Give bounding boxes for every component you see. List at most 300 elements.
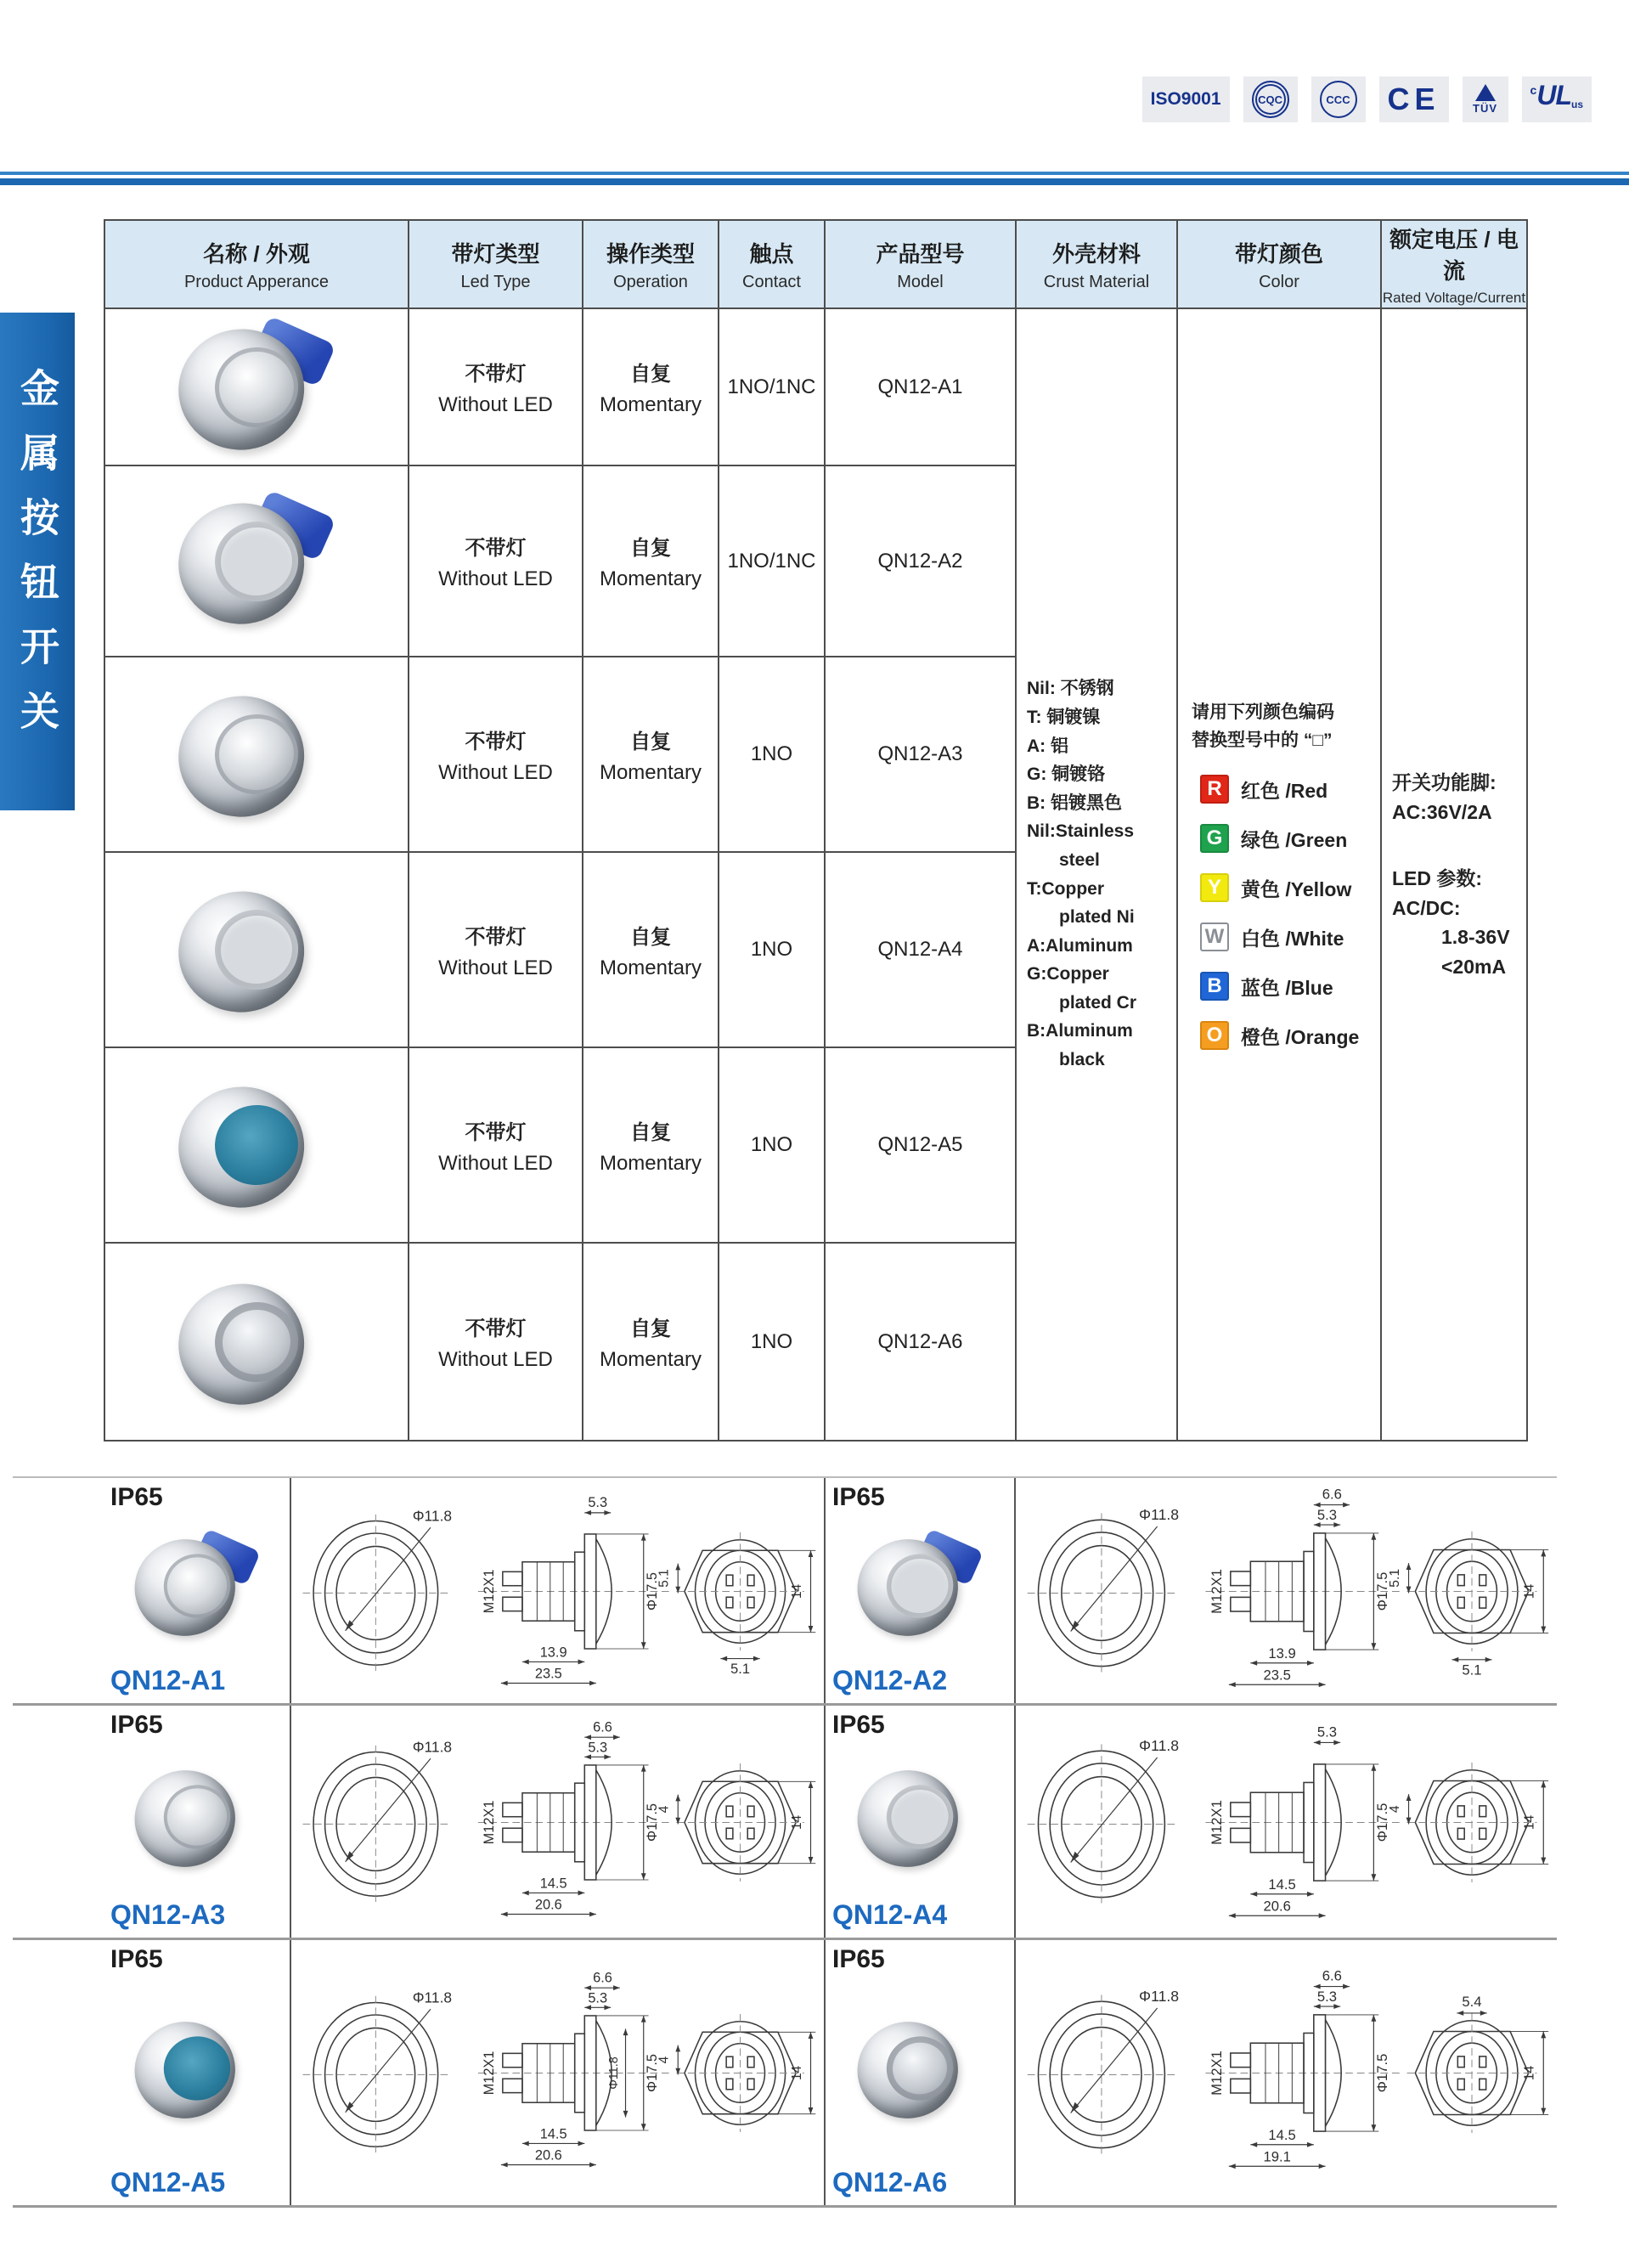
dimension-arrow: [1343, 1502, 1350, 1507]
dimension-label: M12X1: [482, 1569, 498, 1613]
dimension-arrow: [675, 2045, 680, 2052]
panel-drawing-cell: [1016, 1478, 1557, 1703]
cert-label: c: [1530, 83, 1537, 97]
drawing-shape: [747, 1828, 754, 1839]
dimension-label: Φ11.8: [1139, 1736, 1180, 1754]
drawing-shape: [726, 2079, 733, 2090]
color-option-label: 绿色 /Green: [1241, 828, 1348, 851]
column-header-cn: 产品型号: [876, 240, 965, 267]
led-type-en: Without LED: [438, 393, 553, 416]
dimension-label: Φ11.8: [606, 2056, 621, 2090]
dimension-arrow: [1406, 1586, 1412, 1593]
dimension-label: 6.6: [593, 1718, 612, 1735]
color-option-label: 黄色 /Yellow: [1241, 877, 1352, 900]
dimension-label: 5.1: [1462, 1661, 1482, 1678]
drawing-shape: [726, 1597, 733, 1608]
panel-drawing-cell: [291, 1706, 824, 1938]
drawing-shape: [1457, 2079, 1464, 2090]
operation-en: Momentary: [599, 760, 702, 784]
cqc-logo-icon: CQC: [1252, 81, 1289, 118]
led-type-cell: [409, 465, 583, 657]
drawing-panel: [13, 1940, 824, 2205]
column-header-en: Contact: [742, 272, 801, 291]
ip-rating-label: IP65: [832, 1711, 885, 1739]
dimension-label: Φ11.8: [1139, 1988, 1180, 2006]
product-photo-cell: [104, 852, 409, 1047]
drawing-shape: [726, 2056, 733, 2068]
dimension-arrow: [809, 2032, 814, 2039]
color-option-label: 蓝色 /Blue: [1241, 976, 1333, 999]
led-type-cn: 不带灯: [465, 1120, 527, 1144]
dimension-arrow: [1541, 1857, 1546, 1864]
drawings-row: [13, 1706, 1557, 1940]
drawing-shape: [1457, 1574, 1464, 1585]
color-option: [1200, 873, 1380, 902]
operation-en: Momentary: [599, 956, 702, 979]
panel-drawing-cell: [1016, 1940, 1557, 2205]
cert-label: ISO9001: [1150, 89, 1221, 109]
dimension-arrow: [1480, 2011, 1487, 2016]
drawing-panel: [13, 1706, 824, 1938]
column-header-en: Crust Material: [1043, 272, 1150, 291]
column-header: [1016, 220, 1177, 308]
panel-photo-cell: [104, 1478, 291, 1703]
dimension-arrow: [1371, 2015, 1376, 2022]
dimension-label: 14.5: [1268, 2126, 1296, 2143]
spec-table: [104, 219, 1528, 1441]
dimension-arrow: [1319, 1913, 1326, 1918]
technical-drawing-group: [1028, 1724, 1548, 1918]
led-type-en: Without LED: [438, 956, 553, 979]
rated-voltage-line: <20mA: [1441, 955, 1507, 978]
led-type-en: Without LED: [438, 567, 553, 590]
column-header-cn: 触点: [749, 240, 794, 267]
dimension-label: M12X1: [482, 1800, 498, 1844]
column-header-cn: 带灯类型: [451, 240, 540, 267]
crust-material-line: Nil:Stainless: [1027, 821, 1135, 842]
model-cell: QN12-A6: [825, 1243, 1016, 1441]
ip-rating-label: IP65: [110, 1945, 163, 1973]
dimension-label: Φ17.5: [645, 2054, 661, 2092]
dimension-label: Φ11.8: [1139, 1505, 1180, 1523]
color-chip: W: [1200, 922, 1229, 951]
rated-voltage-line: 开关功能脚:: [1392, 771, 1497, 793]
dimension-arrow: [675, 1563, 680, 1570]
dimension-arrow: [809, 2107, 814, 2114]
product-photo: [164, 486, 350, 635]
rated-voltage-line: LED 参数:: [1392, 867, 1483, 889]
technical-drawing: [291, 1485, 822, 1697]
color-option: [1200, 922, 1380, 951]
dimension-label: 19.1: [1263, 2148, 1291, 2165]
dimension-arrow: [1371, 2124, 1376, 2131]
dimension-label: 20.6: [534, 2147, 562, 2164]
crust-material-line: G: 铜镀铬: [1027, 764, 1106, 785]
dimension-arrow: [613, 1735, 620, 1740]
ip-rating-label: IP65: [110, 1483, 163, 1511]
panel-photo-cell: [104, 1706, 291, 1938]
technical-drawing-group: [303, 1970, 816, 2167]
dimension-arrow: [1314, 1740, 1321, 1745]
column-header-cn: 额定电压 / 电流: [1389, 226, 1519, 284]
led-type-cell: [409, 308, 583, 465]
dimension-label: 5.4: [1462, 1994, 1482, 2011]
column-header-en: Model: [897, 272, 944, 291]
dimension-arrow: [641, 1764, 646, 1771]
dimension-label: Φ17.5: [1374, 2053, 1391, 2093]
ip-rating-label: IP65: [832, 1945, 885, 1973]
color-chip: Y: [1200, 873, 1229, 902]
crust-material-line: black: [1059, 1050, 1105, 1070]
dimension-label: M12X1: [1209, 1568, 1226, 1614]
drawing-shape: [1071, 2008, 1158, 2113]
dimension-arrow: [1457, 2011, 1463, 2016]
category-tab-label: 金属按钮开关: [15, 368, 59, 755]
model-cell: QN12-A2: [825, 465, 1016, 657]
dimension-arrow: [1343, 1984, 1350, 1989]
dimension-label: Φ11.8: [412, 1738, 453, 1756]
drawing-shape: [1231, 1802, 1251, 1816]
panel-photo-cell: [826, 1478, 1016, 1703]
cert-badge-ce: [1379, 76, 1449, 122]
dimension-arrow: [641, 2016, 646, 2023]
dimension-label: 5.3: [1316, 1506, 1338, 1523]
dimension-arrow: [1307, 1660, 1314, 1665]
operation-cn: 自复: [630, 925, 671, 949]
rated-voltage-line: AC:36V/2A: [1392, 800, 1492, 823]
cert-badge-circle: [1243, 76, 1298, 122]
divider-line-thick: [0, 178, 1629, 185]
crust-material-line: Nil: 不锈钢: [1027, 679, 1114, 699]
technical-drawing: [291, 1716, 822, 1928]
product-photo-cell: [104, 657, 409, 852]
panel-model-label: QN12-A3: [110, 1899, 226, 1930]
dimension-arrow: [809, 1625, 814, 1632]
drawings-section: [13, 1476, 1557, 2208]
product-photo-cell: [104, 465, 409, 657]
color-option: [1200, 775, 1380, 804]
operation-cell: [583, 465, 719, 657]
dimension-arrow: [675, 2068, 680, 2075]
technical-drawing: [291, 1966, 822, 2179]
dimension-arrow: [1371, 1643, 1376, 1650]
dimension-label: Φ17.5: [1374, 1571, 1391, 1611]
model-cell: QN12-A4: [825, 852, 1016, 1047]
drawing-shape: [1480, 1805, 1486, 1816]
cert-label: us: [1570, 99, 1583, 110]
dimension-arrow: [1250, 2142, 1257, 2147]
operation-cn: 自复: [630, 363, 671, 386]
dimension-label: 14: [1522, 1814, 1537, 1830]
led-type-en: Without LED: [438, 1348, 553, 1371]
dimension-label: 5.3: [588, 1740, 608, 1756]
crust-material-list: [1017, 674, 1176, 1074]
operation-cell: [583, 308, 719, 465]
dimension-arrow: [1333, 1740, 1340, 1745]
ul-logo-icon: UL: [1536, 80, 1571, 110]
drawing-shape: [1480, 1574, 1486, 1585]
dimension-arrow: [809, 1856, 814, 1863]
ce-logo-icon: CE: [1387, 82, 1440, 116]
dimension-arrow: [584, 1735, 591, 1740]
contact-cell: 1NO/1NC: [719, 308, 825, 465]
led-type-cell: [409, 1243, 583, 1441]
panel-photo-cell: [826, 1940, 1016, 2205]
dimension-label: Φ17.5: [645, 1571, 661, 1611]
drawing-shape: [747, 1806, 754, 1817]
panel-model-label: QN12-A5: [110, 2167, 226, 2197]
product-photo-cell: [104, 1243, 409, 1441]
color-chip: G: [1200, 824, 1229, 853]
technical-drawing-group: [303, 1719, 816, 1916]
drawing-shape: [1480, 2056, 1486, 2068]
dimension-arrow: [1541, 2031, 1546, 2038]
column-header-en: Rated Voltage/Current: [1382, 289, 1526, 306]
model-cell: QN12-A3: [825, 657, 1016, 852]
dimension-label: 23.5: [534, 1666, 562, 1682]
drawing-shape: [1231, 1597, 1251, 1611]
dimension-label: 5.3: [588, 1494, 608, 1510]
model-cell: QN12-A5: [825, 1047, 1016, 1243]
drawing-shape: [346, 1758, 431, 1862]
technical-drawing-group: [1028, 1486, 1548, 1686]
product-photo: [164, 1267, 350, 1416]
dimension-arrow: [1485, 1656, 1492, 1662]
panel-drawing-cell: [291, 1478, 824, 1703]
color-chip: O: [1200, 1021, 1229, 1050]
dimension-arrow: [809, 1550, 814, 1557]
dimension-arrow: [1307, 2142, 1314, 2147]
column-header: [1381, 220, 1527, 308]
dimension-arrow: [1229, 2164, 1236, 2169]
column-header-en: Product Apperance: [183, 272, 330, 291]
ip-rating-label: IP65: [832, 1483, 885, 1511]
led-type-cn: 不带灯: [465, 730, 527, 753]
led-type-cn: 不带灯: [465, 1317, 527, 1340]
led-type-cn: 不带灯: [465, 363, 527, 386]
drawing-shape: [1231, 1828, 1251, 1842]
dimension-label: 4: [657, 2056, 672, 2064]
contact-cell: 1NO: [719, 657, 825, 852]
color-option: [1200, 1021, 1380, 1050]
product-photo: [122, 2008, 271, 2128]
product-photo: [122, 1757, 271, 1876]
dimension-arrow: [501, 2163, 508, 2168]
dimension-arrow: [1229, 1913, 1236, 1918]
dimension-arrow: [578, 1890, 585, 1895]
operation-en: Momentary: [599, 1348, 702, 1371]
drawing-panel: [824, 1478, 1557, 1703]
dimension-label: M12X1: [1209, 2051, 1226, 2096]
drawing-shape: [1480, 1828, 1486, 1839]
product-photo: [845, 1757, 994, 1876]
operation-cell: [583, 1047, 719, 1243]
product-photo: [164, 875, 350, 1024]
drawing-shape: [1480, 1597, 1486, 1608]
drawing-shape: [503, 2079, 522, 2092]
drawing-shape: [1071, 1526, 1158, 1631]
dimension-label: 5.1: [1387, 1568, 1402, 1588]
drawing-shape: [503, 1571, 522, 1585]
panel-model-label: QN12-A4: [832, 1899, 948, 1930]
drawing-shape: [1480, 2079, 1486, 2090]
dimension-arrow: [623, 2111, 628, 2118]
dimension-label: 23.5: [1263, 1666, 1291, 1683]
dimension-arrow: [522, 2141, 529, 2147]
drawing-shape: [726, 1806, 733, 1817]
operation-cn: 自复: [630, 537, 671, 560]
dimension-label: Φ11.8: [412, 1507, 453, 1525]
contact-cell: 1NO: [719, 1047, 825, 1243]
color-legend: [1178, 699, 1380, 1050]
column-header: [719, 220, 825, 308]
color-option-label: 橙色 /Orange: [1241, 1025, 1360, 1048]
drawing-shape: [726, 1828, 733, 1839]
led-type-en: Without LED: [438, 1151, 553, 1175]
dimension-label: 5.3: [588, 1990, 608, 2006]
dimension-arrow: [613, 1985, 620, 1990]
drawing-panel: [824, 1706, 1557, 1938]
dimension-arrow: [1319, 2164, 1326, 2169]
column-header-en: Led Type: [460, 272, 531, 291]
dimension-arrow: [641, 1873, 646, 1880]
dimension-arrow: [1371, 1532, 1376, 1539]
dimension-label: Φ17.5: [1374, 1803, 1391, 1842]
cert-badge-ul: [1522, 76, 1592, 122]
led-type-cell: [409, 1047, 583, 1243]
drawing-shape: [1231, 1571, 1251, 1585]
dimension-arrow: [675, 1794, 680, 1801]
dimension-label: 4: [657, 1805, 672, 1813]
drawing-shape: [747, 1597, 754, 1608]
operation-en: Momentary: [599, 393, 702, 416]
product-photo: [845, 2008, 994, 2128]
dimension-label: 14: [1522, 1583, 1537, 1599]
dimension-arrow: [589, 2163, 596, 2168]
dimension-arrow: [1371, 1763, 1376, 1770]
led-type-cell: [409, 852, 583, 1047]
column-header-cn: 操作类型: [606, 240, 695, 267]
dimension-label: 14: [789, 1814, 804, 1830]
product-photo: [164, 1070, 350, 1220]
dimension-label: 14: [789, 2065, 804, 2081]
color-option-label: 白色 /White: [1241, 927, 1344, 950]
dimension-arrow: [641, 1642, 646, 1649]
panel-drawing-cell: [1016, 1706, 1557, 1938]
dimension-arrow: [641, 2124, 646, 2130]
dimension-arrow: [1229, 1682, 1236, 1687]
led-type-cell: [409, 657, 583, 852]
operation-en: Momentary: [599, 1151, 702, 1175]
header-divider: [0, 172, 1629, 185]
color-note-line2: 替换型号中的 “□”: [1192, 730, 1333, 750]
drawing-panel: [13, 1478, 824, 1703]
dimension-arrow: [589, 1911, 596, 1916]
contact-cell: 1NO/1NC: [719, 465, 825, 657]
panel-photo-cell: [826, 1706, 1016, 1938]
drawing-shape: [1457, 2056, 1464, 2068]
rated-voltage-line: 1.8-36V: [1441, 926, 1510, 948]
technical-drawing: [1016, 1716, 1555, 1928]
dimension-arrow: [809, 1781, 814, 1788]
rated-voltage-list: [1382, 768, 1526, 981]
cert-badge-text: [1142, 76, 1230, 122]
dimension-arrow: [1406, 1794, 1412, 1801]
dimension-arrow: [1406, 1817, 1412, 1824]
product-photo: [164, 680, 350, 829]
technical-drawing-group: [303, 1495, 816, 1685]
dimension-arrow: [720, 1656, 727, 1661]
operation-en: Momentary: [599, 567, 702, 590]
drawing-shape: [747, 2056, 754, 2068]
dimension-label: 14: [1522, 2065, 1537, 2081]
certification-badges: [1142, 76, 1592, 122]
led-type-cn: 不带灯: [465, 925, 527, 949]
dimension-label: 14.5: [539, 2126, 567, 2142]
product-photo: [845, 1526, 994, 1645]
dimension-arrow: [501, 1680, 508, 1685]
drawing-panel: [824, 1940, 1557, 2205]
crust-material-line: T:Copper: [1027, 878, 1104, 899]
color-chip: R: [1200, 775, 1229, 804]
model-cell: QN12-A1: [825, 308, 1016, 465]
dimension-arrow: [1319, 1682, 1326, 1687]
color-option: [1200, 972, 1380, 1001]
color-option: [1200, 824, 1380, 853]
column-header-cn: 外壳材料: [1051, 240, 1141, 267]
column-header: [1177, 220, 1381, 308]
dimension-arrow: [1541, 1626, 1546, 1633]
cert-badge-ccc: [1311, 76, 1366, 122]
dimension-label: 6.6: [1322, 1486, 1342, 1503]
drawing-shape: [503, 1597, 522, 1611]
column-header-cn: 带灯颜色: [1234, 240, 1323, 267]
crust-material-line: B:Aluminum: [1027, 1021, 1133, 1041]
dimension-label: M12X1: [482, 2051, 498, 2096]
dimension-label: 14.5: [539, 1876, 567, 1892]
dimension-label: 20.6: [534, 1897, 562, 1913]
column-header: [104, 220, 409, 308]
operation-cell: [583, 852, 719, 1047]
dimension-arrow: [584, 1985, 591, 1990]
color-option-label: 红色 /Red: [1241, 779, 1328, 802]
dimension-label: 20.6: [1263, 1897, 1291, 1914]
column-header-en: Operation: [613, 272, 688, 291]
dimension-label: 5.3: [1316, 1724, 1338, 1740]
dimension-label: 5.3: [1316, 1989, 1338, 2006]
dimension-arrow: [675, 1817, 680, 1824]
dimension-arrow: [1541, 1780, 1546, 1787]
cert-label: TÜV: [1473, 102, 1498, 115]
rated-voltage-cell: [1381, 308, 1527, 1441]
drawing-shape: [503, 2053, 522, 2067]
product-photo: [122, 1526, 271, 1645]
dimension-label: Φ11.8: [412, 1989, 453, 2006]
contact-cell: 1NO: [719, 1243, 825, 1441]
dimension-label: 14.5: [1268, 1876, 1296, 1893]
drawing-shape: [1457, 1828, 1464, 1839]
drawing-shape: [503, 1828, 522, 1842]
drawing-shape: [747, 2079, 754, 2090]
column-header: [825, 220, 1016, 308]
drawing-shape: [1457, 1805, 1464, 1816]
dimension-label: 14: [789, 1583, 804, 1599]
drawing-shape: [503, 1803, 522, 1816]
column-header-en: Color: [1259, 272, 1299, 291]
crust-material-line: A:Aluminum: [1027, 935, 1133, 956]
color-chip: B: [1200, 972, 1229, 1001]
dimension-label: 13.9: [539, 1645, 567, 1661]
